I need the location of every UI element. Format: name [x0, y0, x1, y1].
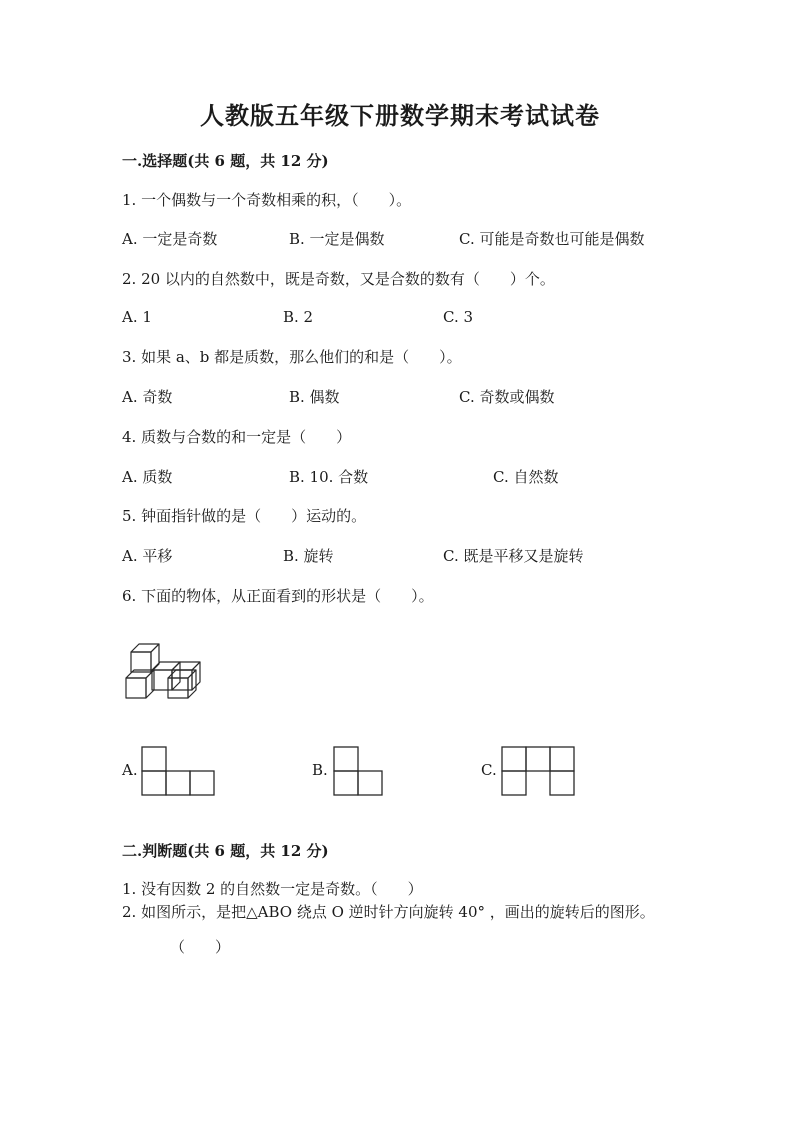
question-4: 4. 质数与合数的和一定是（ ） — [122, 428, 352, 446]
cube-face — [168, 678, 188, 698]
judgement-question-2: 2. 如图所示，是把△ABO 绕点 O 逆时针方向旋转 40° ，画出的旋转后的图形。 — [122, 903, 655, 921]
q4-option-a: A. 质数 — [122, 468, 173, 486]
cube-side — [151, 644, 159, 672]
question-3: 3. 如果 a、b 都是质数，那么他们的和是（ ）。 — [122, 348, 462, 366]
question-5: 5. 钟面指针做的是（ ）运动的。 — [122, 507, 367, 525]
q4-option-c: C. 自然数 — [493, 468, 559, 486]
q2-option-b: B. 2 — [283, 308, 314, 326]
q1-option-b: B. 一定是偶数 — [289, 230, 385, 248]
q6-option-a-label: A. — [122, 761, 138, 779]
q2-option-a: A. 1 — [122, 308, 152, 326]
q1-option-a: A. 一定是奇数 — [122, 230, 218, 248]
q6-option-c-label: C. — [481, 761, 497, 779]
section-heading-choice: 一.选择题(共 6 题，共 12 分) — [122, 152, 329, 170]
q3-option-c: C. 奇数或偶数 — [459, 388, 555, 406]
q5-option-b: B. 旋转 — [283, 547, 334, 565]
q6-option-a-shape — [140, 745, 216, 797]
q3-option-b: B. 偶数 — [289, 388, 340, 406]
cube-face — [152, 670, 172, 690]
q2-option-c: C. 3 — [443, 308, 474, 326]
q5-option-c: C. 既是平移又是旋转 — [443, 547, 584, 565]
q4-option-b: B. 10. 合数 — [289, 468, 369, 486]
cube-face — [131, 652, 151, 672]
q1-option-c: C. 可能是奇数也可能是偶数 — [459, 230, 645, 248]
answer-parentheses: （ ） — [170, 938, 231, 956]
page-title: 人教版五年级下册数学期末考试试卷 — [200, 101, 600, 130]
q6-option-c-shape — [500, 745, 576, 797]
cube-object-figure — [118, 636, 218, 708]
judgement-question-1: 1. 没有因数 2 的自然数一定是奇数。（ ） — [122, 880, 423, 898]
q6-option-b-label: B. — [312, 761, 328, 779]
q5-option-a: A. 平移 — [122, 547, 173, 565]
question-1: 1. 一个偶数与一个奇数相乘的积，（ ）。 — [122, 191, 412, 209]
question-6: 6. 下面的物体，从正面看到的形状是（ ）。 — [122, 587, 434, 605]
cube-side — [146, 670, 154, 698]
q3-option-a: A. 奇数 — [122, 388, 173, 406]
section-heading-judgement: 二.判断题(共 6 题，共 12 分) — [122, 842, 329, 860]
cube-face — [126, 678, 146, 698]
q6-option-b-shape — [332, 745, 384, 797]
question-2: 2. 20 以内的自然数中，既是奇数，又是合数的数有（ ）个。 — [122, 270, 555, 288]
